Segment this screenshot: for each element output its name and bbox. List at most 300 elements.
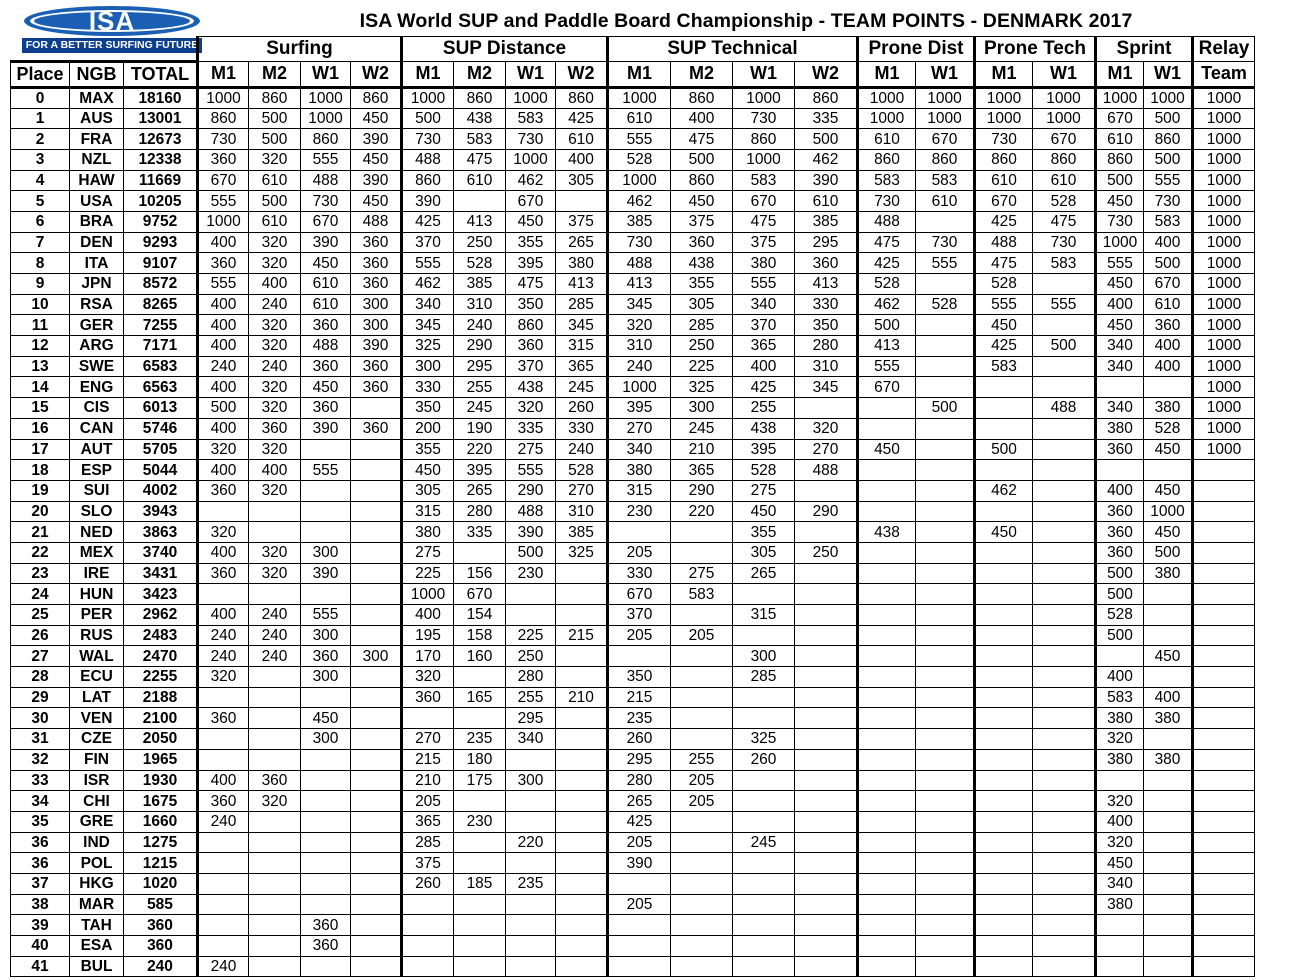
cell-relay-team [1193,480,1255,501]
cell-total: 240 [124,956,198,977]
cell-relay-team: 1000 [1193,232,1255,253]
cell-ngb: CAN [70,418,124,439]
cell-pronetech-w1 [1033,605,1096,626]
group-surfing: Surfing [198,37,402,62]
cell-suptech-m2 [671,894,733,915]
cell-suptech-m2: 220 [671,501,733,522]
cell-pronedist-w1: 670 [916,129,975,150]
cell-surfing-m1 [198,832,249,853]
table-row [11,170,1255,191]
group-sup-technical: SUP Technical [608,37,858,62]
cell-supdist-m1: 305 [402,480,454,501]
cell-suptech-m2 [671,853,733,874]
col-sprint-m1: M1 [1096,61,1144,87]
cell-supdist-m1: 275 [402,542,454,563]
cell-pronetech-m1: 450 [975,315,1033,336]
cell-ngb: POL [70,853,124,874]
cell-pronedist-m1 [858,749,916,770]
cell-supdist-m2: 395 [454,460,506,481]
cell-pronedist-w1: 500 [916,398,975,419]
cell-pronetech-m1 [975,853,1033,874]
col-relay-team: Team [1193,61,1255,87]
cell-pronetech-w1 [1033,646,1096,667]
cell-pronedist-m1: 500 [858,315,916,336]
cell-surfing-w1: 360 [301,398,351,419]
cell-supdist-w2: 260 [556,398,608,419]
cell-total: 360 [124,936,198,957]
cell-sprint-w1 [1144,956,1193,977]
cell-pronetech-m1 [975,584,1033,605]
cell-ngb: LAT [70,687,124,708]
cell-supdist-w1: 1000 [506,149,556,170]
cell-suptech-w1 [733,811,795,832]
cell-surfing-m1: 320 [198,439,249,460]
cell-surfing-w2: 360 [351,253,402,274]
cell-place: 12 [11,336,70,357]
cell-total: 10205 [124,191,198,212]
cell-suptech-w1 [733,915,795,936]
cell-supdist-w2 [556,584,608,605]
cell-surfing-w2 [351,853,402,874]
cell-place: 27 [11,646,70,667]
cell-relay-team: 1000 [1193,129,1255,150]
cell-total: 9293 [124,232,198,253]
cell-relay-team: 1000 [1193,418,1255,439]
cell-supdist-m2: 290 [454,336,506,357]
cell-pronetech-m1: 1000 [975,87,1033,108]
cell-suptech-w1: 475 [733,211,795,232]
cell-pronedist-m1 [858,398,916,419]
table-row [11,542,1255,563]
cell-relay-team [1193,853,1255,874]
cell-suptech-m1: 260 [608,729,671,750]
cell-pronetech-w1 [1033,584,1096,605]
cell-surfing-w1 [301,894,351,915]
cell-surfing-w2: 390 [351,336,402,357]
cell-surfing-m2: 320 [249,398,301,419]
cell-pronetech-m1: 488 [975,232,1033,253]
cell-supdist-w2: 375 [556,211,608,232]
cell-relay-team: 1000 [1193,87,1255,108]
cell-surfing-m2: 320 [249,439,301,460]
table-row [11,480,1255,501]
cell-suptech-m2: 325 [671,377,733,398]
cell-place: 7 [11,232,70,253]
cell-pronetech-w1 [1033,274,1096,295]
cell-sprint-m1: 380 [1096,708,1144,729]
cell-ngb: AUT [70,439,124,460]
cell-suptech-w1: 438 [733,418,795,439]
cell-sprint-w1 [1144,584,1193,605]
group-prone-dist: Prone Dist [858,37,975,62]
col-surfing-m2: M2 [249,61,301,87]
cell-suptech-m2 [671,873,733,894]
cell-surfing-w2: 360 [351,356,402,377]
table-row [11,563,1255,584]
cell-supdist-w2: 305 [556,170,608,191]
cell-suptech-m2: 250 [671,336,733,357]
cell-pronetech-w1 [1033,356,1096,377]
cell-supdist-w1 [506,853,556,874]
cell-pronedist-m1: 475 [858,232,916,253]
cell-pronedist-m1 [858,770,916,791]
cell-surfing-w2 [351,584,402,605]
cell-supdist-w1: 275 [506,439,556,460]
cell-suptech-m1: 385 [608,211,671,232]
cell-total: 1965 [124,749,198,770]
cell-sprint-m1: 450 [1096,853,1144,874]
table-row [11,625,1255,646]
cell-supdist-m1: 325 [402,336,454,357]
cell-total: 3943 [124,501,198,522]
table-body [11,87,1255,977]
cell-suptech-w2: 280 [795,336,858,357]
cell-supdist-w1: 220 [506,832,556,853]
cell-pronedist-w1: 555 [916,253,975,274]
cell-supdist-m1: 315 [402,501,454,522]
cell-surfing-w1: 300 [301,667,351,688]
cell-suptech-m1: 350 [608,667,671,688]
cell-surfing-m1: 360 [198,253,249,274]
cell-suptech-w1: 375 [733,232,795,253]
cell-surfing-w1: 390 [301,563,351,584]
cell-relay-team [1193,625,1255,646]
cell-supdist-m1: 355 [402,439,454,460]
cell-suptech-m1: 1000 [608,377,671,398]
cell-supdist-w2 [556,191,608,212]
cell-sprint-m1: 380 [1096,749,1144,770]
cell-place: 36 [11,832,70,853]
cell-surfing-m1 [198,584,249,605]
cell-sprint-m1: 320 [1096,729,1144,750]
cell-suptech-w2: 335 [795,108,858,129]
cell-surfing-w1: 670 [301,211,351,232]
cell-supdist-m1 [402,708,454,729]
cell-suptech-w2 [795,894,858,915]
cell-pronedist-w1 [916,336,975,357]
cell-surfing-w2 [351,749,402,770]
cell-surfing-w2 [351,791,402,812]
cell-surfing-m2 [249,894,301,915]
cell-surfing-m2 [249,708,301,729]
cell-pronetech-m1 [975,501,1033,522]
cell-pronedist-w1 [916,956,975,977]
cell-surfing-m2 [249,729,301,750]
table-row [11,418,1255,439]
cell-place: 41 [11,956,70,977]
cell-supdist-m1: 500 [402,108,454,129]
cell-suptech-w1: 450 [733,501,795,522]
cell-ngb: HAW [70,170,124,191]
cell-surfing-w2 [351,832,402,853]
cell-pronetech-m1: 425 [975,211,1033,232]
cell-surfing-m1 [198,853,249,874]
cell-supdist-w1: 395 [506,253,556,274]
cell-total: 5705 [124,439,198,460]
cell-suptech-w2 [795,708,858,729]
cell-pronetech-m1 [975,625,1033,646]
cell-suptech-m1: 205 [608,542,671,563]
cell-pronetech-m1 [975,605,1033,626]
col-suptech-w1: W1 [733,61,795,87]
cell-surfing-w2: 450 [351,191,402,212]
table-row [11,749,1255,770]
cell-supdist-m2: 175 [454,770,506,791]
cell-supdist-w2 [556,729,608,750]
cell-pronedist-m1: 425 [858,253,916,274]
cell-relay-team: 1000 [1193,315,1255,336]
table-row [11,356,1255,377]
cell-supdist-m1: 195 [402,625,454,646]
cell-pronetech-w1: 488 [1033,398,1096,419]
cell-supdist-w2: 425 [556,108,608,129]
cell-pronedist-m1 [858,873,916,894]
cell-surfing-m1: 320 [198,522,249,543]
cell-supdist-m2 [454,542,506,563]
cell-pronetech-m1: 670 [975,191,1033,212]
cell-supdist-m2 [454,667,506,688]
cell-suptech-m1: 315 [608,480,671,501]
cell-supdist-w2 [556,770,608,791]
cell-supdist-w2: 245 [556,377,608,398]
table-row [11,315,1255,336]
cell-surfing-m2: 860 [249,87,301,108]
cell-ngb: ENG [70,377,124,398]
cell-surfing-m2: 320 [249,542,301,563]
cell-supdist-m1: 450 [402,460,454,481]
cell-supdist-m1: 170 [402,646,454,667]
cell-suptech-w1: 370 [733,315,795,336]
cell-supdist-m2: 230 [454,811,506,832]
cell-sprint-m1 [1096,460,1144,481]
cell-relay-team: 1000 [1193,398,1255,419]
cell-suptech-w2 [795,749,858,770]
cell-suptech-m1: 730 [608,232,671,253]
cell-total: 2255 [124,667,198,688]
table-row [11,87,1255,108]
cell-pronedist-m1: 450 [858,439,916,460]
table-row [11,832,1255,853]
cell-pronetech-w1 [1033,625,1096,646]
table-row [11,667,1255,688]
cell-supdist-w2 [556,853,608,874]
cell-relay-team [1193,667,1255,688]
cell-sprint-w1: 450 [1144,439,1193,460]
cell-supdist-w1: 730 [506,129,556,150]
cell-relay-team [1193,501,1255,522]
cell-suptech-m2 [671,729,733,750]
col-surfing-w2: W2 [351,61,402,87]
cell-sprint-m1: 360 [1096,542,1144,563]
cell-pronedist-m1: 438 [858,522,916,543]
cell-suptech-m2: 450 [671,191,733,212]
cell-surfing-w2 [351,770,402,791]
cell-supdist-w2 [556,791,608,812]
cell-surfing-m1: 400 [198,336,249,357]
cell-suptech-m1: 380 [608,460,671,481]
cell-ngb: ITA [70,253,124,274]
cell-surfing-m2 [249,853,301,874]
cell-pronetech-m1 [975,377,1033,398]
cell-suptech-w2: 330 [795,294,858,315]
cell-sprint-m1 [1096,915,1144,936]
cell-surfing-w2 [351,605,402,626]
cell-surfing-m1: 240 [198,625,249,646]
cell-ngb: DEN [70,232,124,253]
cell-suptech-m1: 310 [608,336,671,357]
cell-pronedist-m1 [858,584,916,605]
cell-pronedist-w1 [916,418,975,439]
cell-supdist-m2: 295 [454,356,506,377]
cell-place: 37 [11,873,70,894]
cell-ngb: ECU [70,667,124,688]
cell-pronedist-m1: 462 [858,294,916,315]
cell-suptech-m1: 265 [608,791,671,812]
cell-total: 3431 [124,563,198,584]
cell-pronetech-m1: 500 [975,439,1033,460]
cell-pronedist-m1 [858,729,916,750]
cell-surfing-m2 [249,915,301,936]
cell-pronedist-m1: 670 [858,377,916,398]
table-row [11,605,1255,626]
cell-suptech-w1 [733,584,795,605]
cell-suptech-w2: 250 [795,542,858,563]
cell-suptech-w1: 340 [733,294,795,315]
cell-supdist-w1: 320 [506,398,556,419]
table-row [11,129,1255,150]
cell-sprint-m1: 360 [1096,501,1144,522]
cell-surfing-w2: 488 [351,211,402,232]
cell-sprint-m1: 583 [1096,687,1144,708]
cell-pronetech-m1: 610 [975,170,1033,191]
cell-suptech-m2: 365 [671,460,733,481]
cell-supdist-m2: 265 [454,480,506,501]
col-supdist-w2: W2 [556,61,608,87]
cell-pronedist-m1 [858,894,916,915]
cell-ngb: CHI [70,791,124,812]
cell-supdist-m2 [454,915,506,936]
cell-suptech-w1: 285 [733,667,795,688]
cell-total: 1675 [124,791,198,812]
cell-sprint-m1: 1000 [1096,87,1144,108]
group-relay: Relay [1193,37,1255,62]
cell-ngb: SWE [70,356,124,377]
cell-suptech-m1 [608,956,671,977]
cell-pronedist-m1: 413 [858,336,916,357]
cell-supdist-m1: 425 [402,211,454,232]
cell-suptech-m2: 438 [671,253,733,274]
cell-suptech-w2: 390 [795,170,858,191]
cell-surfing-w1: 730 [301,191,351,212]
cell-surfing-w2 [351,708,402,729]
cell-supdist-w2: 310 [556,501,608,522]
cell-pronetech-m1 [975,708,1033,729]
cell-supdist-m1: 1000 [402,584,454,605]
cell-pronedist-m1: 610 [858,129,916,150]
cell-pronedist-w1 [916,791,975,812]
cell-sprint-m1: 610 [1096,129,1144,150]
cell-surfing-m1: 400 [198,418,249,439]
cell-surfing-m1: 360 [198,563,249,584]
table-row [11,501,1255,522]
cell-pronetech-m1: 555 [975,294,1033,315]
cell-sprint-m1: 555 [1096,253,1144,274]
cell-suptech-m1: 205 [608,894,671,915]
cell-surfing-w1: 300 [301,729,351,750]
cell-place: 3 [11,149,70,170]
cell-ngb: MAX [70,87,124,108]
cell-suptech-m2: 225 [671,356,733,377]
cell-place: 32 [11,749,70,770]
cell-suptech-w2 [795,832,858,853]
cell-place: 25 [11,605,70,626]
table-row [11,522,1255,543]
cell-surfing-w1: 450 [301,377,351,398]
cell-suptech-m2: 583 [671,584,733,605]
cell-supdist-m1: 730 [402,129,454,150]
cell-surfing-m1 [198,501,249,522]
cell-supdist-m2: 860 [454,87,506,108]
cell-total: 1930 [124,770,198,791]
cell-suptech-m1 [608,522,671,543]
cell-pronetech-m1 [975,687,1033,708]
cell-total: 1020 [124,873,198,894]
cell-suptech-m2: 305 [671,294,733,315]
table-row [11,915,1255,936]
cell-sprint-w1: 400 [1144,687,1193,708]
cell-surfing-w1: 860 [301,129,351,150]
cell-surfing-m1 [198,894,249,915]
table-row [11,439,1255,460]
cell-surfing-m2: 360 [249,418,301,439]
cell-surfing-w1 [301,770,351,791]
cell-supdist-w2 [556,873,608,894]
cell-suptech-w2: 413 [795,274,858,295]
cell-supdist-m1: 488 [402,149,454,170]
cell-suptech-m1: 425 [608,811,671,832]
cell-surfing-w2 [351,625,402,646]
cell-ngb: NZL [70,149,124,170]
cell-pronetech-w1: 860 [1033,149,1096,170]
cell-total: 2100 [124,708,198,729]
cell-supdist-w2 [556,646,608,667]
cell-total: 585 [124,894,198,915]
cell-place: 28 [11,667,70,688]
cell-suptech-w2: 350 [795,315,858,336]
table-row [11,336,1255,357]
cell-place: 33 [11,770,70,791]
cell-suptech-m1 [608,646,671,667]
cell-pronedist-w1: 730 [916,232,975,253]
cell-suptech-w2 [795,956,858,977]
cell-surfing-m1: 500 [198,398,249,419]
table-row [11,108,1255,129]
table-row [11,232,1255,253]
cell-surfing-w1: 488 [301,170,351,191]
cell-pronetech-w1 [1033,770,1096,791]
col-surfing-m1: M1 [198,61,249,87]
cell-supdist-m1: 375 [402,853,454,874]
cell-supdist-m1: 285 [402,832,454,853]
cell-suptech-m2: 355 [671,274,733,295]
cell-pronetech-m1 [975,418,1033,439]
cell-total: 8265 [124,294,198,315]
table-row [11,584,1255,605]
cell-supdist-m1: 270 [402,729,454,750]
cell-pronedist-w1: 860 [916,149,975,170]
cell-pronetech-m1 [975,460,1033,481]
cell-ngb: ISR [70,770,124,791]
